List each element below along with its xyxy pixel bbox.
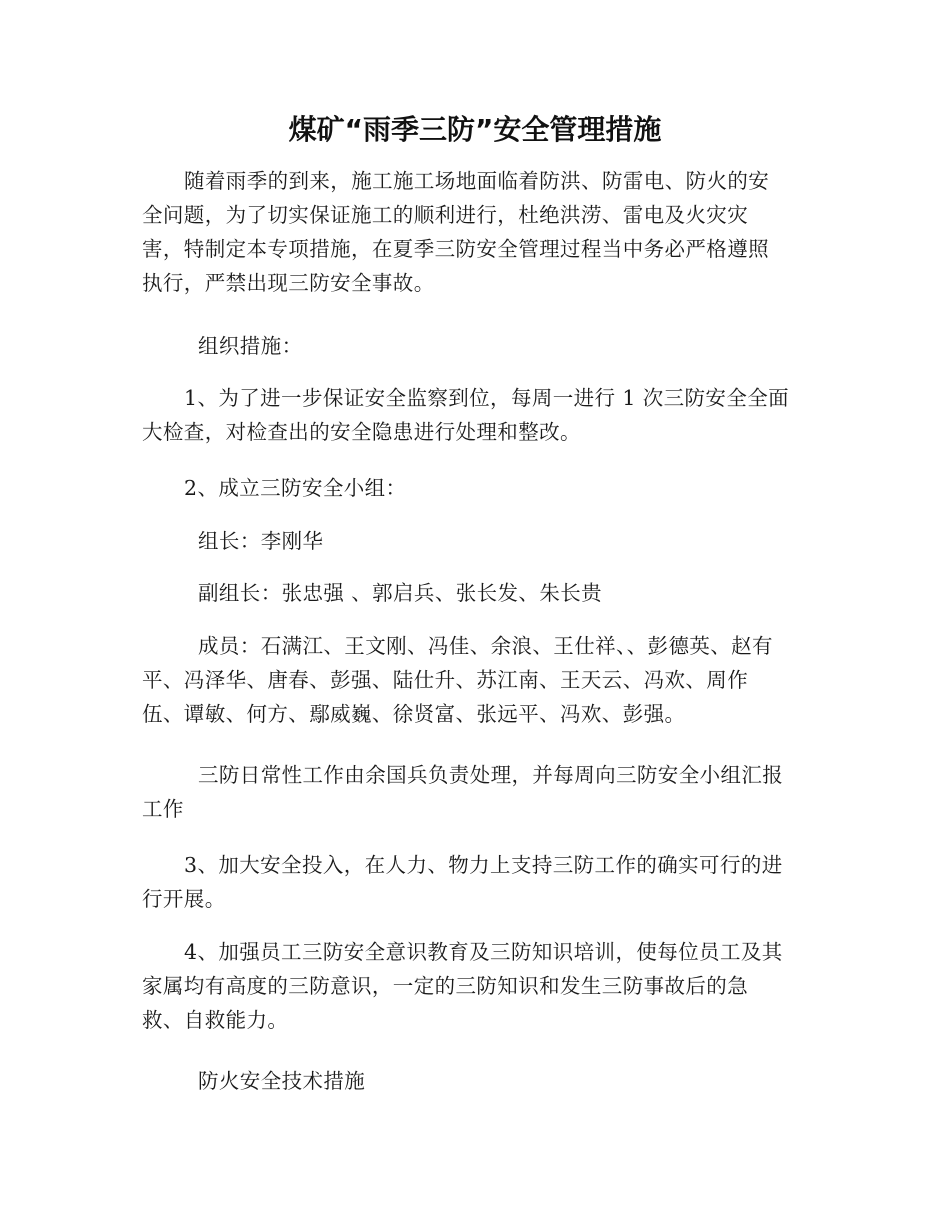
text-line: 副组长：张忠强 、郭启兵、张长发、朱长贵 <box>198 581 603 605</box>
list-item-2 <box>142 471 807 505</box>
text-line: 防火安全技术措施 <box>198 1069 366 1093</box>
text-line: 全问题，为了切实保证施工的顺利进行，杜绝洪涝、雷电及火灾灾 <box>142 203 749 227</box>
text-line: 伍、谭敏、何方、鄢威巍、徐贤富、张远平、冯欢、彭强。 <box>142 702 686 726</box>
text-line: 组织措施： <box>198 334 303 358</box>
text-line: 4、加强员工三防安全意识教育及三防知识培训，使每位员工及其 <box>184 940 783 964</box>
text-line: 平、冯泽华、唐春、彭强、陆仕升、苏江南、王天云、冯欢、周作 <box>142 668 749 692</box>
document-title: 煤矿“雨季三防”安全管理措施 <box>288 113 662 146</box>
leader-line <box>142 524 807 558</box>
text-line: 执行，严禁出现三防安全事故。 <box>142 271 435 295</box>
text-line: 3、加大安全投入，在人力、物力上支持三防工作的确实可行的进 <box>184 853 783 877</box>
text-line: 1、为了进一步保证安全监察到位，每周一进行 1 次三防安全全面 <box>184 386 790 410</box>
members-paragraph <box>142 629 807 731</box>
text-line: 家属均有高度的三防意识，一定的三防知识和发生三防事故后的急 <box>142 974 749 998</box>
text-line: 成员：石满江、王文刚、冯佳、余浪、王仕祥、、彭德英、赵有 <box>198 634 773 658</box>
text-line: 行开展。 <box>142 887 226 911</box>
text-line: 三防日常性工作由余国兵负责处理，并每周向三防安全小组汇报 <box>198 763 784 787</box>
intro-paragraph <box>142 164 807 300</box>
daily-work-paragraph <box>142 758 807 826</box>
text-line: 害，特制定本专项措施，在夏季三防安全管理过程当中务必严格遵照 <box>142 237 769 261</box>
deputy-leader-line <box>142 576 807 610</box>
text-line: 组长：李刚华 <box>198 529 324 553</box>
section-heading-organization <box>142 329 807 363</box>
text-line: 工作 <box>142 797 184 821</box>
list-item-1 <box>142 381 807 449</box>
text-line: 2、成立三防安全小组： <box>184 476 407 500</box>
section-heading-fire-safety <box>142 1064 807 1098</box>
list-item-4 <box>142 935 807 1037</box>
list-item-3 <box>142 848 807 916</box>
text-line: 救、自救能力。 <box>142 1008 289 1032</box>
text-line: 大检查，对检查出的安全隐患进行处理和整改。 <box>142 420 581 444</box>
text-line: 随着雨季的到来，施工施工场地面临着防洪、防雷电、防火的安 <box>184 169 770 193</box>
